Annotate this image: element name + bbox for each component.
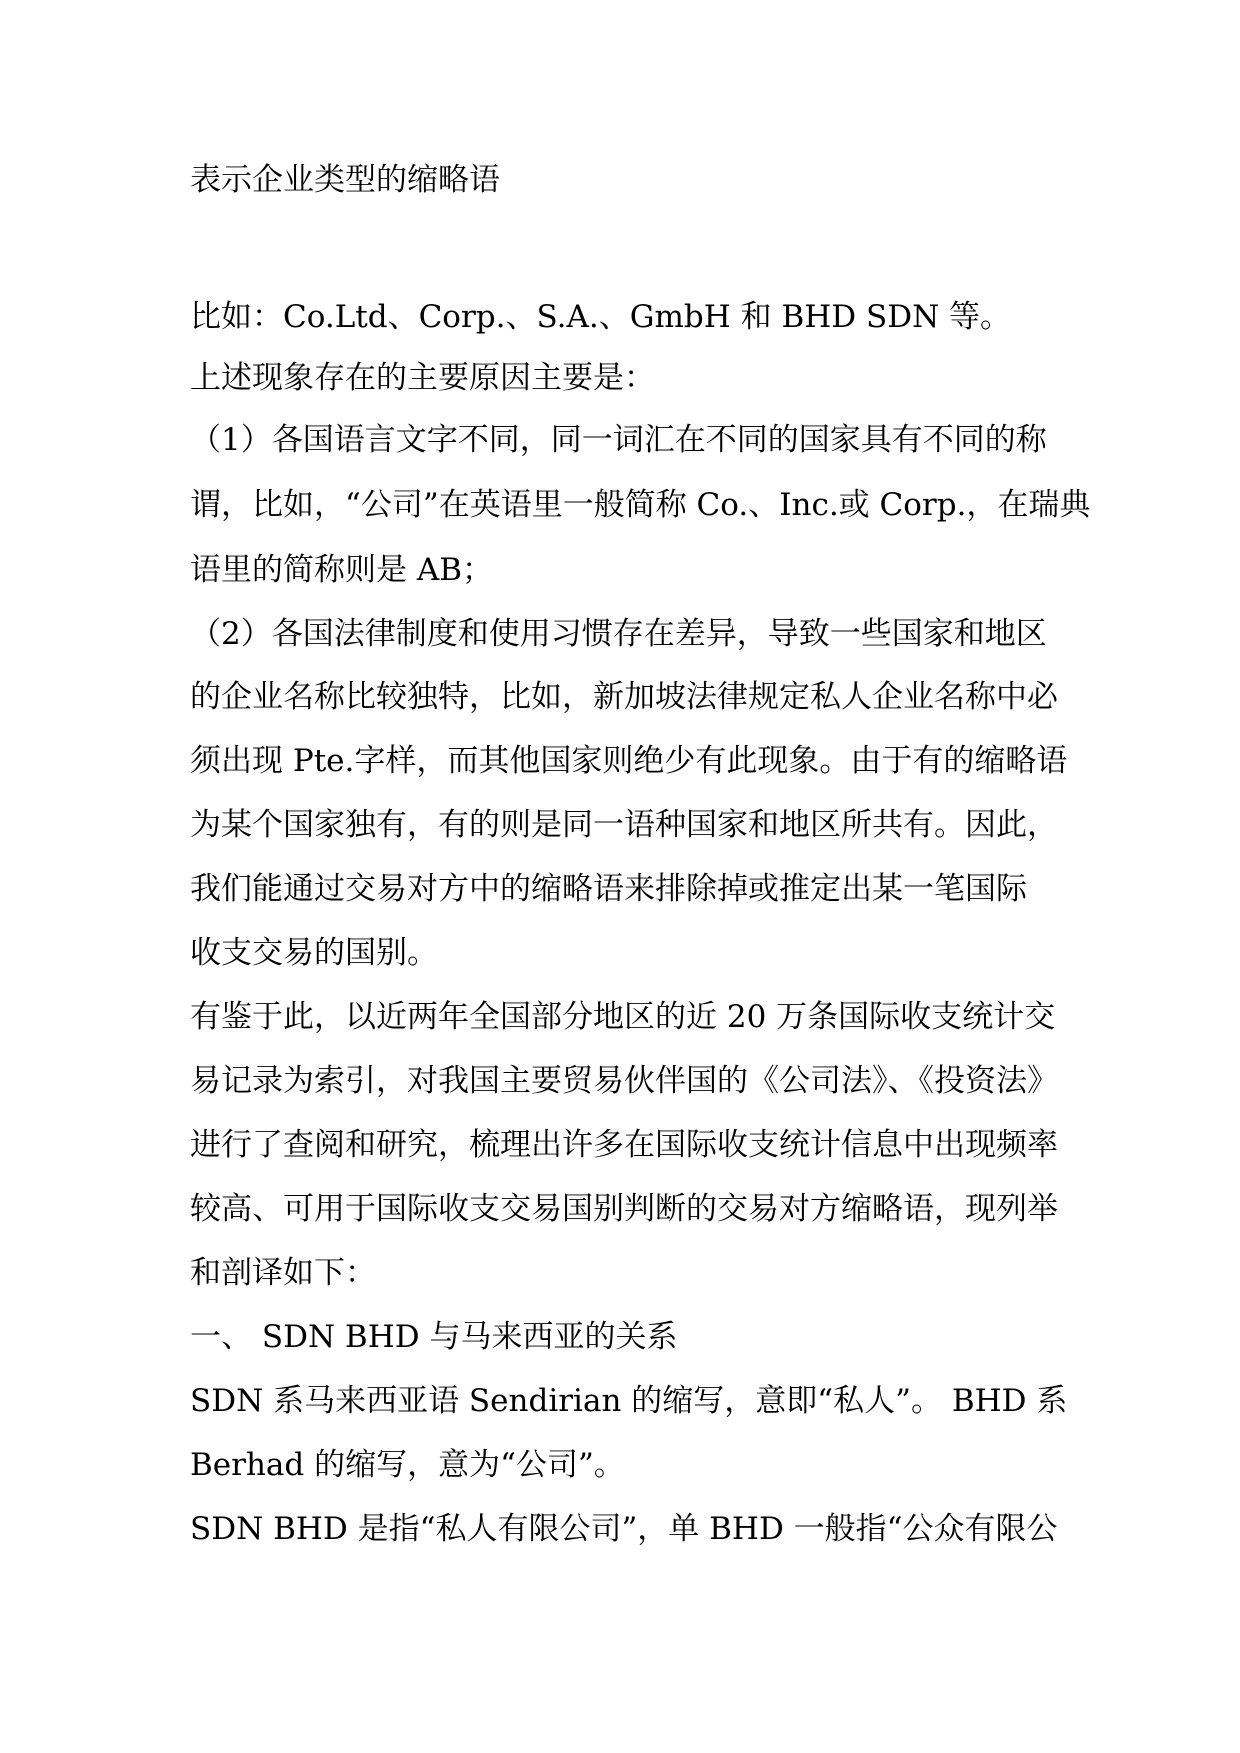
text-line-4: 谓，比如，“公司”在英语里一般简称 Co.、Inc.或 Corp.，在瑞典 — [190, 487, 1091, 523]
document-title: 表示企业类型的缩略语 — [190, 162, 500, 198]
text-line-15: 较高、可用于国际收支交易国别判断的交易对方缩略语，现列举 — [190, 1191, 1058, 1227]
text-line-6: （2）各国法律制度和使用习惯存在差异，导致一些国家和地区 — [190, 616, 1047, 652]
text-line-20: SDN BHD 是指“私人有限公司”，单 BHD 一般指“公众有限公 — [190, 1511, 1058, 1547]
text-line-10: 我们能通过交易对方中的缩略语来排除掉或推定出某一笔国际 — [190, 871, 1027, 907]
text-line-19: Berhad 的缩写，意为“公司”。 — [190, 1447, 625, 1483]
text-line-13: 易记录为索引，对我国主要贸易伙伴国的《公司法》、《投资法》 — [190, 1063, 1058, 1099]
text-line-12: 有鉴于此，以近两年全国部分地区的近 20 万条国际收支统计交 — [190, 999, 1056, 1035]
text-line-14: 进行了查阅和研究，梳理出许多在国际收支统计信息中出现频率 — [190, 1127, 1058, 1163]
section-heading-1: 一、 SDN BHD 与马来西亚的关系 — [190, 1319, 678, 1355]
text-line-5: 语里的简称则是 AB； — [190, 552, 494, 588]
text-line-11: 收支交易的国别。 — [190, 935, 438, 971]
text-line-7: 的企业名称比较独特，比如，新加坡法律规定私人企业名称中必 — [190, 679, 1058, 715]
text-line-3: （1）各国语言文字不同，同一词汇在不同的国家具有不同的称 — [190, 422, 1047, 458]
text-line-16: 和剖译如下： — [190, 1255, 376, 1291]
text-line-9: 为某个国家独有，有的则是同一语种国家和地区所共有。因此， — [190, 807, 1058, 843]
text-line-1: 比如：Co.Ltd、Corp.、S.A.、GmbH 和 BHD SDN 等。 — [190, 299, 1012, 335]
text-line-8: 须出现 Pte.字样，而其他国家则绝少有此现象。由于有的缩略语 — [190, 743, 1068, 779]
text-line-18: SDN 系马来西亚语 Sendirian 的缩写，意即“私人”。 BHD 系 — [190, 1383, 1068, 1419]
text-line-2: 上述现象存在的主要原因主要是： — [190, 360, 655, 396]
